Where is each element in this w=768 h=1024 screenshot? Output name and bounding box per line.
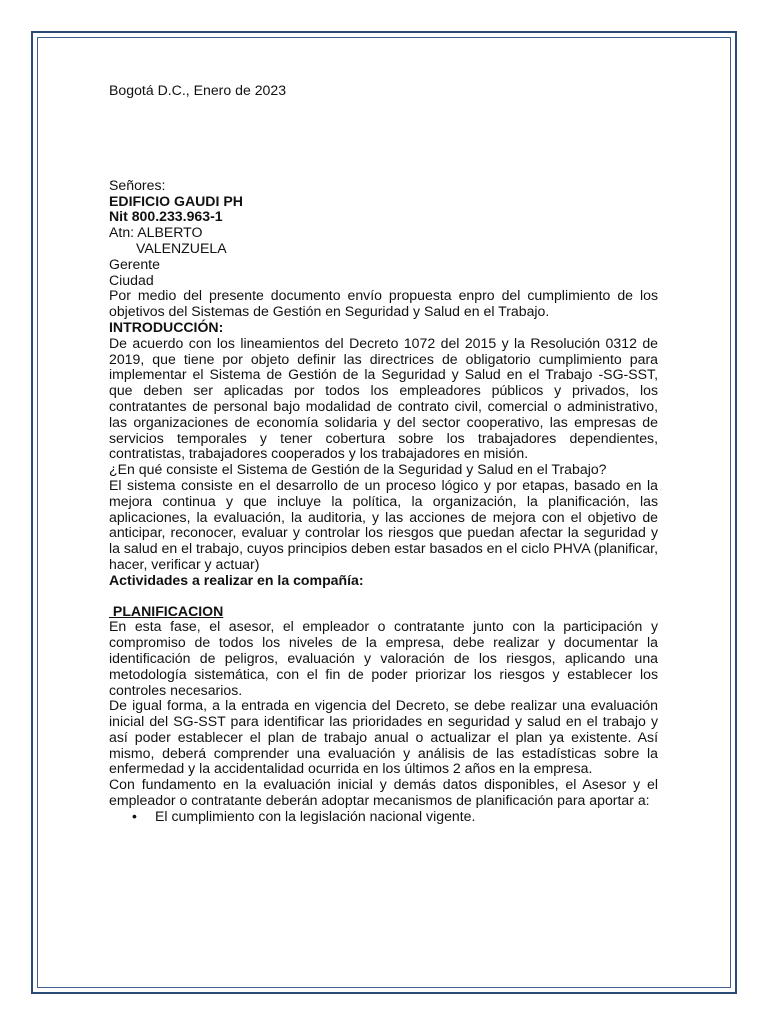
planning-heading: PLANIFICACION bbox=[109, 602, 224, 619]
introduction-body: De acuerdo con los lineamientos del Decreto 1072 del 2015 y la Resolución 0312 de 2019, que tiene por objeto definir las directrices de obligatorio cumplimiento para implementar el Sistema de Gestión de la Seguridad y Salud en el Trabajo -SG-SST, que deben ser aplicadas por todos los empleadores públicos y privados, los contratantes de personal bajo modalidad de contrato civil, comercial o administrativo, las organizaciones de economía solidaria y del sector cooperativo, las empresas de servicios temporales y tener cobertura sobre los trabajadores dependientes, contratistas, trabajadores cooperados y los trabajadores en misión. bbox=[109, 334, 658, 462]
recipient-role: Gerente bbox=[109, 255, 160, 272]
salutation: Señores: bbox=[109, 176, 166, 193]
planning-paragraph-3: Con fundamento en la evaluación inicial y demás datos disponibles, el Asesor y el empleador o contratante deberán adoptar mecanismos de planificación para aportar a: bbox=[109, 776, 658, 809]
question-line: ¿En qué consiste el Sistema de Gestión de la Seguridad y Salud en el Trabajo? bbox=[109, 461, 607, 478]
bullet-icon: • bbox=[132, 807, 137, 824]
planning-bullet-list bbox=[109, 809, 658, 825]
addressee-block bbox=[109, 178, 658, 289]
company-nit: Nit 800.233.963-1 bbox=[109, 208, 223, 225]
list-item bbox=[109, 809, 658, 825]
activities-heading: Actividades a realizar en la compañía: bbox=[109, 571, 364, 588]
system-paragraph: El sistema consiste en el desarrollo de un proceso lógico y por etapas, basado en la mejora continua y que incluye la política, la organización, la planificación, las aplicaciones, la evaluación, la auditoria, y las acciones de mejora con el objetivo de anticipar, reconocer, evaluar y controlar los riesgos que puedan afectar la seguridad y la salud en el trabajo, cuyos principios deben estar basados en el ciclo PHVA (planificar, hacer, verificar y actuar) bbox=[109, 476, 658, 572]
planning-paragraph-2: De igual forma, a la entrada en vigencia del Decreto, se debe realizar una evaluación inicial del SG-SST para identificar las prioridades en seguridad y salud en el trabajo y así poder establecer el plan de trabajo anual o actualizar el plan ya existente. Así mismo, deberá comprender una evaluación y análisis de las estadísticas sobre la enfermedad y la accidentalidad ocurrida en los últimos 2 años en la empresa. bbox=[109, 697, 658, 777]
attention-surname: VALENZUELA bbox=[136, 239, 227, 256]
list-item-text: El cumplimiento con la legislación nacional vigente. bbox=[155, 807, 476, 824]
intro-paragraph: Por medio del presente documento envío propuesta enpro del cumplimiento de los objetivos del Sistemas de Gestión en Seguridad y Salud en el Trabajo. bbox=[109, 287, 658, 320]
recipient-city: Ciudad bbox=[109, 271, 154, 288]
planning-paragraph-1: En esta fase, el asesor, el empleador o contratante junto con la participación y compromiso de todos los niveles de la empresa, debe realizar y documentar la identificación de peligros, evaluación y valoración de los riesgos, aplicando una metodología sistemática, con el fin de poder priorizar los riesgos y establecer los controles necesarios. bbox=[109, 618, 658, 698]
letter-body bbox=[109, 83, 658, 825]
date-line: Bogotá D.C., Enero de 2023 bbox=[109, 82, 287, 98]
attention-line: Atn: ALBERTO bbox=[109, 224, 203, 241]
introduction-heading: INTRODUCCIÓN: bbox=[109, 318, 224, 335]
company-name: EDIFICIO GAUDI PH bbox=[109, 192, 243, 209]
